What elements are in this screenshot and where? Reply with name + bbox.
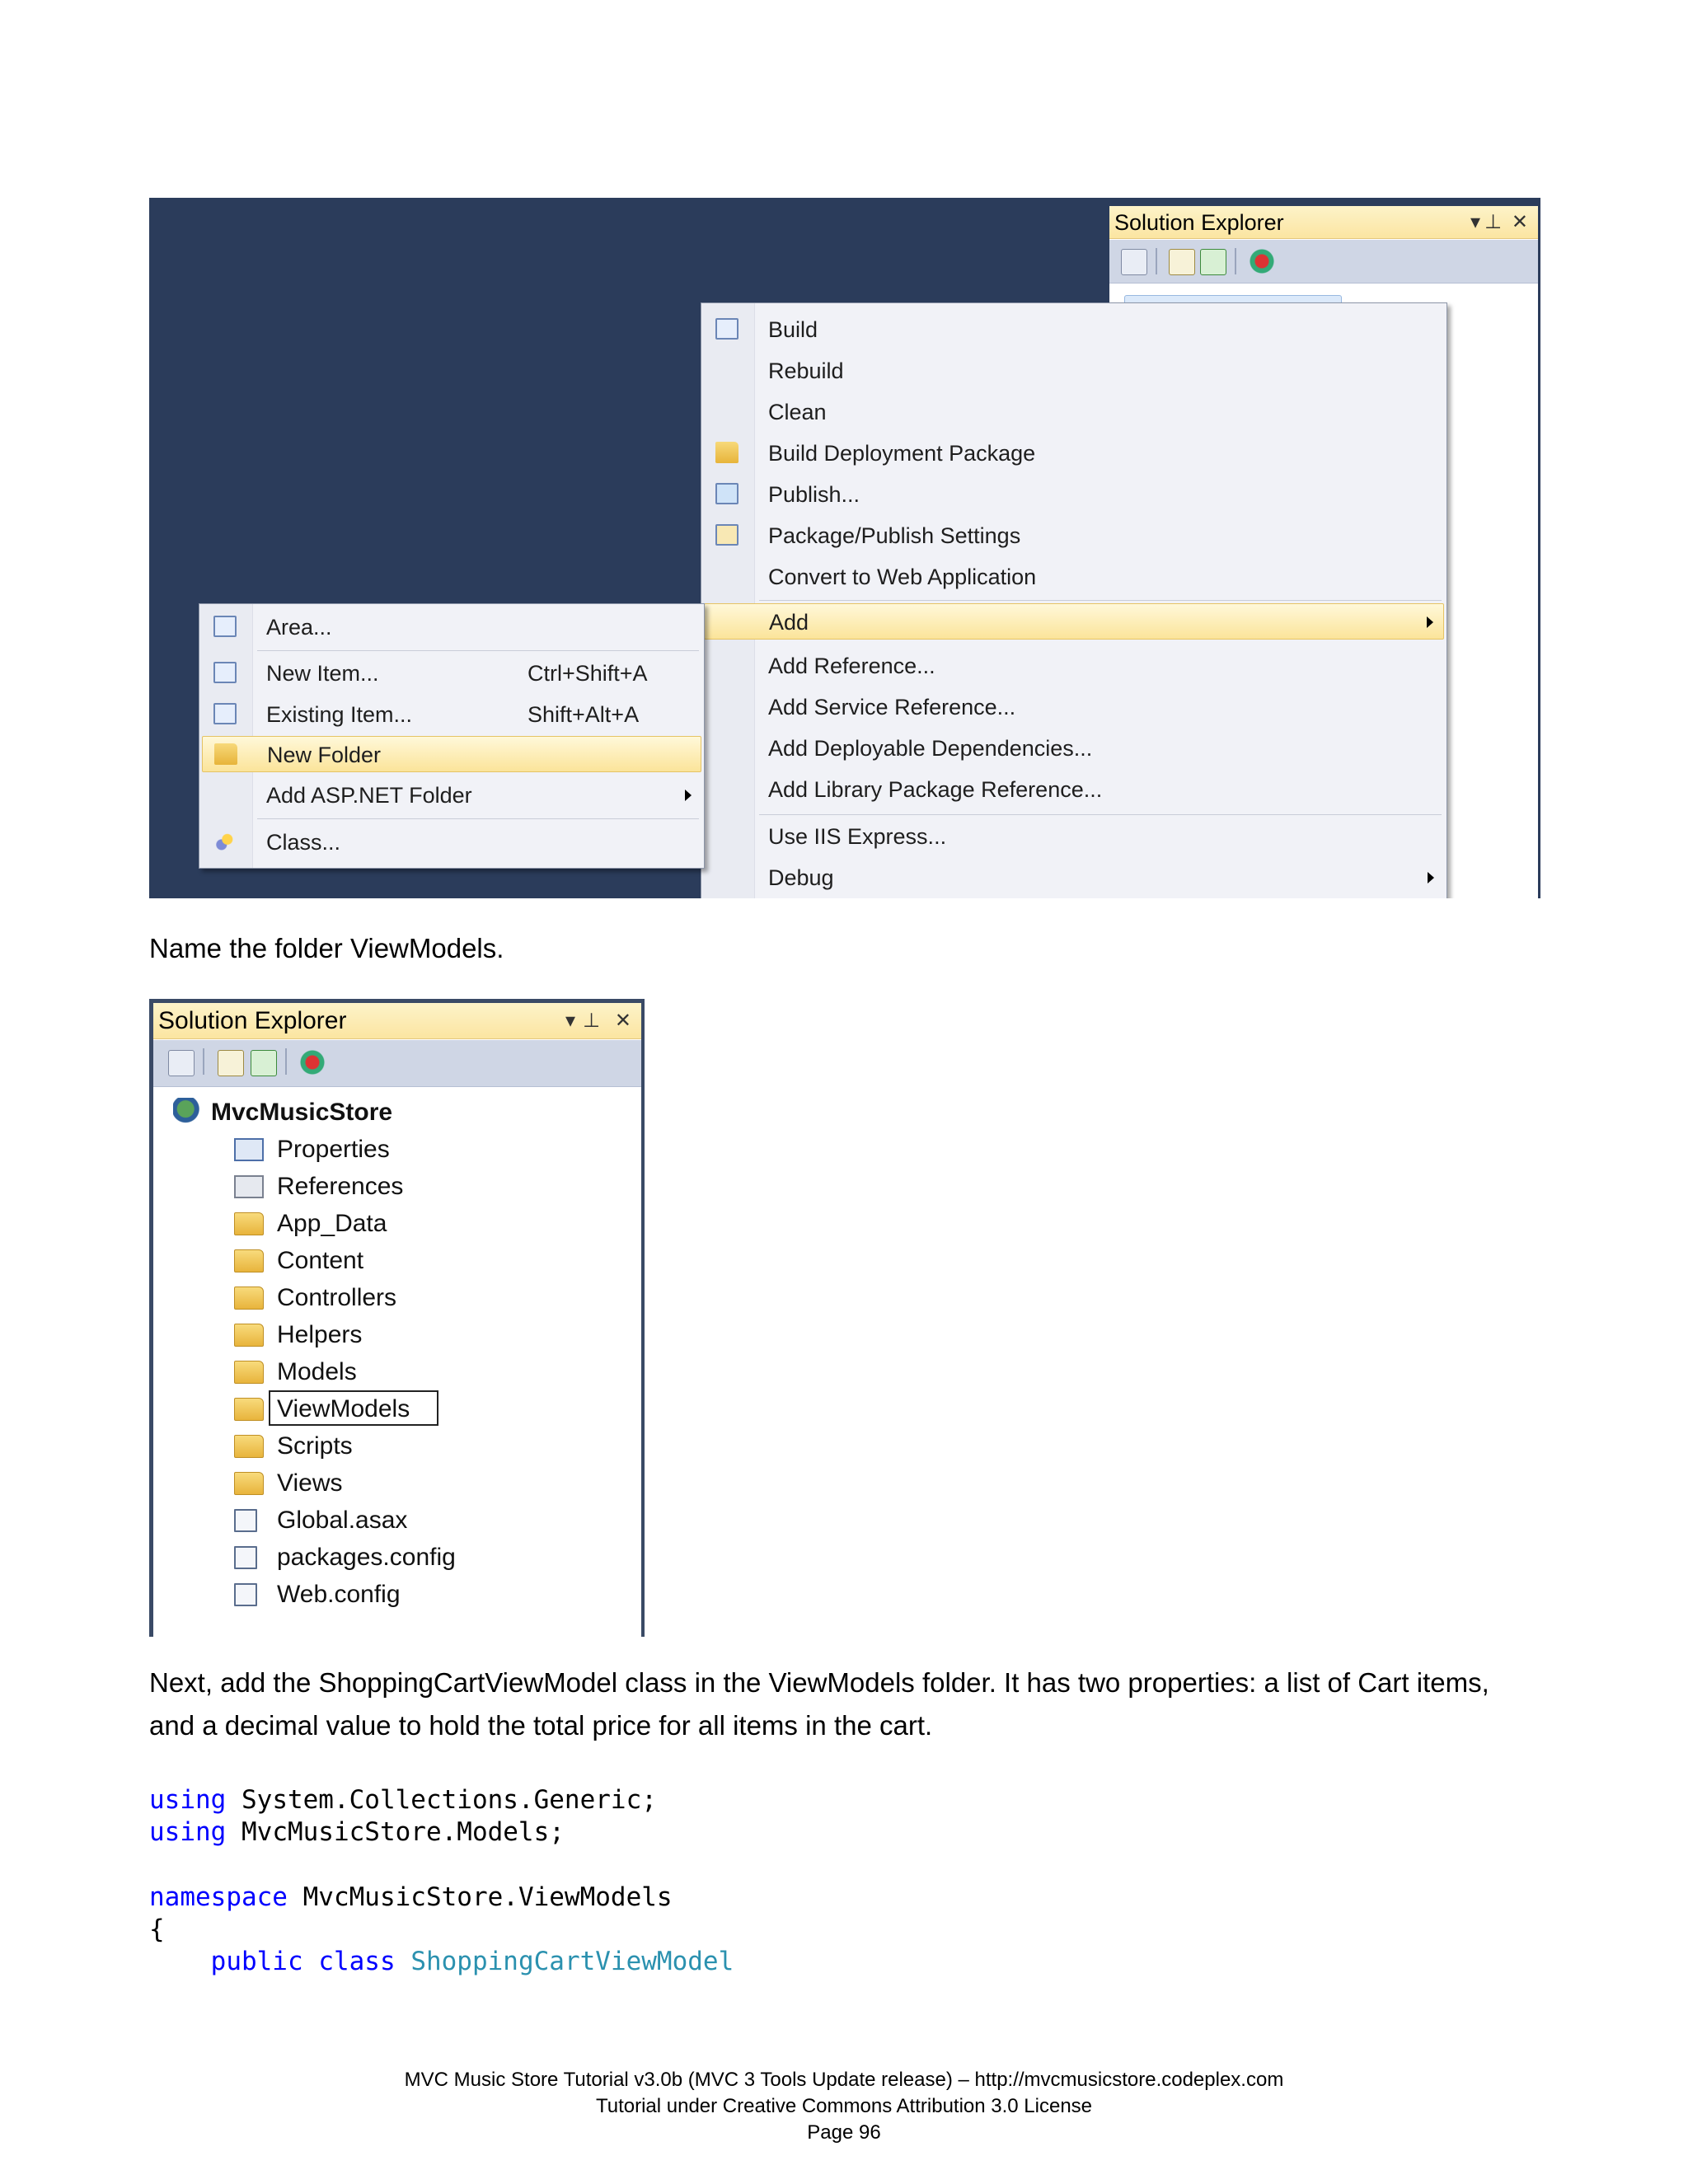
menu-item-rebuild[interactable] bbox=[704, 353, 1444, 389]
existing-item-icon bbox=[213, 703, 237, 724]
code-line-1 bbox=[149, 1783, 657, 1816]
menu-item-add-deployable-dependencies[interactable] bbox=[704, 730, 1444, 766]
context-menu-screenshot bbox=[149, 198, 1540, 898]
menu-item-label: Rebuild bbox=[768, 359, 844, 383]
pin-icon[interactable]: ⊥ bbox=[583, 1010, 600, 1032]
properties-icon[interactable] bbox=[168, 1050, 195, 1076]
properties-icon[interactable] bbox=[1121, 249, 1147, 275]
instruction-line-1: Next, add the ShoppingCartViewModel class in the ViewModels folder. It has two properties: a list of Cart items, bbox=[149, 1667, 1489, 1698]
solution-explorer-title: Solution Explorer bbox=[158, 1007, 347, 1034]
code-line-5: { bbox=[149, 1915, 165, 1944]
close-icon[interactable]: ✕ bbox=[1511, 211, 1528, 233]
menu-item-add-library-package-reference[interactable] bbox=[704, 771, 1444, 808]
tree-item-properties[interactable] bbox=[153, 1131, 640, 1168]
solution-explorer-title-bar bbox=[153, 1003, 641, 1039]
folder-icon bbox=[234, 1286, 264, 1310]
code-line-4 bbox=[149, 1881, 673, 1914]
code-text: MvcMusicStore.ViewModels bbox=[287, 1882, 673, 1912]
tree-item-models[interactable] bbox=[153, 1353, 640, 1390]
settings-icon bbox=[715, 524, 738, 546]
solution-explorer-toolbar bbox=[1109, 240, 1538, 284]
web-project-icon bbox=[173, 1098, 204, 1126]
expand-arrow-icon[interactable] bbox=[186, 1143, 195, 1156]
code-keyword: using bbox=[149, 1785, 227, 1815]
folder-icon bbox=[234, 1472, 264, 1495]
code-indent bbox=[149, 1947, 211, 1976]
submenu-item-new-item[interactable] bbox=[202, 655, 701, 691]
expand-arrow-icon[interactable] bbox=[186, 1217, 195, 1230]
menu-item-label: Class... bbox=[266, 830, 341, 855]
properties-icon bbox=[234, 1138, 264, 1161]
tree-item-global-asax[interactable] bbox=[153, 1502, 640, 1539]
menu-item-package-publish-settings[interactable] bbox=[704, 518, 1444, 554]
folder-icon bbox=[234, 1324, 264, 1347]
menu-item-shortcut: Ctrl+Shift+A bbox=[528, 661, 648, 686]
folder-icon bbox=[234, 1361, 264, 1384]
expand-arrow-icon[interactable] bbox=[186, 1477, 195, 1490]
menu-item-label: Debug bbox=[768, 865, 834, 890]
menu-item-debug[interactable] bbox=[704, 860, 1444, 896]
menu-item-convert-to-web-application[interactable] bbox=[704, 559, 1444, 595]
area-icon bbox=[213, 616, 237, 637]
project-tree bbox=[153, 1094, 640, 1637]
menu-item-label: Clean bbox=[768, 400, 827, 424]
tree-item-label: Properties bbox=[277, 1136, 390, 1163]
toolbar-separator bbox=[203, 1048, 204, 1075]
menu-separator bbox=[759, 600, 1442, 601]
menu-item-label: New Item... bbox=[266, 661, 379, 686]
submenu-arrow-icon bbox=[1428, 872, 1434, 883]
menu-item-use-iis-express[interactable] bbox=[704, 818, 1444, 855]
tree-item-label: Web.config bbox=[277, 1581, 401, 1608]
tree-item-viewmodels[interactable] bbox=[153, 1390, 640, 1427]
menu-item-label: New Folder bbox=[267, 743, 382, 767]
menu-item-label: Add Reference... bbox=[768, 654, 935, 678]
tree-item-label: Helpers bbox=[277, 1321, 363, 1348]
folder-icon bbox=[234, 1435, 264, 1458]
submenu-item-add-aspnet-folder[interactable] bbox=[202, 777, 701, 813]
show-all-files-icon[interactable] bbox=[1169, 249, 1195, 275]
expand-arrow-icon[interactable] bbox=[186, 1180, 195, 1193]
menu-item-label: Add Deployable Dependencies... bbox=[768, 736, 1093, 761]
pin-icon[interactable]: ⊥ bbox=[1484, 211, 1502, 233]
tree-item-label: Views bbox=[277, 1469, 343, 1497]
solution-explorer-screenshot bbox=[149, 999, 645, 1637]
tree-item-label: Global.asax bbox=[277, 1507, 408, 1534]
footer-line-2: Tutorial under Creative Commons Attribution 3.0 License bbox=[595, 2095, 1093, 2117]
code-text: MvcMusicStore.Models; bbox=[226, 1817, 565, 1847]
refresh-icon[interactable] bbox=[1200, 249, 1226, 275]
instruction-name-folder: Name the folder ViewModels. bbox=[149, 933, 504, 963]
package-icon bbox=[715, 442, 738, 463]
dropdown-icon[interactable]: ▾ bbox=[565, 1010, 575, 1032]
folder-icon bbox=[234, 1398, 264, 1421]
menu-item-label: Build Deployment Package bbox=[768, 441, 1036, 466]
menu-item-add-reference[interactable] bbox=[704, 648, 1444, 684]
code-type-name: ShoppingCartViewModel bbox=[410, 1947, 734, 1976]
menu-separator bbox=[257, 818, 699, 819]
submenu-item-existing-item[interactable] bbox=[202, 696, 701, 733]
tree-item-web-config[interactable] bbox=[153, 1576, 640, 1613]
submenu-item-area[interactable] bbox=[202, 609, 701, 645]
menu-item-shortcut: Shift+Alt+A bbox=[528, 702, 640, 727]
tree-item-label: ViewModels bbox=[277, 1395, 410, 1422]
menu-item-label: Add bbox=[769, 610, 809, 635]
menu-item-label: Area... bbox=[266, 615, 332, 640]
file-icon bbox=[234, 1583, 257, 1606]
menu-item-build-deployment-package[interactable] bbox=[704, 435, 1444, 471]
folder-icon bbox=[234, 1249, 264, 1272]
close-icon[interactable]: ✕ bbox=[614, 1010, 631, 1032]
tree-item-helpers[interactable] bbox=[153, 1316, 640, 1353]
references-icon bbox=[234, 1175, 264, 1198]
class-diagram-icon[interactable] bbox=[300, 1050, 325, 1075]
menu-item-label: Convert to Web Application bbox=[768, 565, 1037, 589]
build-icon bbox=[715, 318, 738, 340]
solution-explorer-title-bar bbox=[1109, 206, 1538, 239]
expand-arrow-icon[interactable] bbox=[186, 1291, 195, 1305]
file-icon bbox=[234, 1509, 257, 1532]
menu-item-label: Add ASP.NET Folder bbox=[266, 783, 472, 808]
tree-root-label: MvcMusicStore bbox=[211, 1099, 393, 1126]
tree-root[interactable] bbox=[153, 1094, 640, 1131]
menu-item-publish[interactable] bbox=[704, 476, 1444, 513]
class-icon bbox=[213, 831, 237, 852]
publish-icon bbox=[715, 483, 738, 504]
menu-item-label: Publish... bbox=[768, 482, 860, 507]
solution-explorer-title: Solution Explorer bbox=[1114, 210, 1284, 235]
code-text: System.Collections.Generic; bbox=[226, 1785, 657, 1815]
expand-arrow-icon[interactable] bbox=[186, 1514, 195, 1527]
menu-item-label: Add Library Package Reference... bbox=[768, 777, 1103, 802]
expand-arrow-icon[interactable] bbox=[186, 1329, 195, 1342]
expand-arrow-icon[interactable] bbox=[186, 1366, 195, 1379]
tree-item-label: Models bbox=[277, 1358, 357, 1385]
menu-item-label: Existing Item... bbox=[266, 702, 413, 727]
tree-item-views[interactable] bbox=[153, 1465, 640, 1502]
folder-icon bbox=[234, 1212, 264, 1235]
code-keyword: public bbox=[210, 1947, 303, 1976]
menu-item-build[interactable] bbox=[704, 312, 1444, 348]
show-all-files-icon[interactable] bbox=[218, 1050, 244, 1076]
tree-item-label: Content bbox=[277, 1247, 364, 1274]
tree-item-label: Scripts bbox=[277, 1432, 353, 1460]
submenu-item-class[interactable] bbox=[202, 824, 701, 860]
tree-item-label: Controllers bbox=[277, 1284, 397, 1311]
file-icon bbox=[234, 1546, 257, 1569]
expand-arrow-icon[interactable] bbox=[186, 1254, 195, 1268]
tree-item-label: References bbox=[277, 1173, 404, 1200]
tree-item-references[interactable] bbox=[153, 1168, 640, 1205]
toolbar-separator bbox=[1235, 248, 1236, 274]
instruction-line-2: and a decimal value to hold the total price for all items in the cart. bbox=[149, 1710, 933, 1741]
code-keyword: using bbox=[149, 1817, 227, 1847]
tree-item-packages-config[interactable] bbox=[153, 1539, 640, 1576]
add-submenu bbox=[199, 603, 705, 869]
refresh-icon[interactable] bbox=[251, 1050, 277, 1076]
menu-separator bbox=[257, 650, 699, 651]
expand-arrow-icon[interactable] bbox=[186, 1440, 195, 1453]
new-item-icon bbox=[213, 662, 237, 683]
menu-item-add-service-reference[interactable] bbox=[704, 689, 1444, 725]
solution-explorer-toolbar bbox=[153, 1040, 641, 1087]
folder-icon bbox=[214, 743, 237, 765]
menu-item-label: Use IIS Express... bbox=[768, 824, 947, 849]
footer-page-number: Page 96 bbox=[807, 2121, 881, 2144]
toolbar-separator bbox=[1156, 248, 1157, 274]
submenu-arrow-icon bbox=[685, 790, 692, 801]
submenu-arrow-icon bbox=[1427, 616, 1433, 628]
code-keyword: class bbox=[318, 1947, 396, 1976]
menu-gutter bbox=[701, 303, 755, 898]
code-line-6 bbox=[149, 1945, 734, 1978]
code-keyword: namespace bbox=[149, 1882, 288, 1912]
tree-item-scripts[interactable] bbox=[153, 1427, 640, 1465]
tree-item-label: packages.config bbox=[277, 1544, 456, 1571]
tree-item-label: App_Data bbox=[277, 1210, 387, 1237]
project-context-menu bbox=[701, 302, 1447, 898]
menu-item-add[interactable] bbox=[704, 603, 1444, 640]
tree-item-controllers[interactable] bbox=[153, 1279, 640, 1316]
submenu-item-new-folder[interactable] bbox=[202, 736, 701, 772]
code-line-2 bbox=[149, 1816, 565, 1849]
dropdown-icon[interactable]: ▾ bbox=[1470, 211, 1480, 233]
menu-item-label: Build bbox=[768, 317, 818, 342]
tree-item-app-data[interactable] bbox=[153, 1205, 640, 1242]
tree-item-content[interactable] bbox=[153, 1242, 640, 1279]
menu-item-label: Package/Publish Settings bbox=[768, 523, 1021, 548]
menu-separator bbox=[759, 814, 1442, 815]
footer-line-1: MVC Music Store Tutorial v3.0b (MVC 3 Tools Update release) – http://mvcmusicstore.codeplex.com bbox=[404, 2069, 1284, 2091]
menu-item-clean[interactable] bbox=[704, 394, 1444, 430]
menu-item-label: Add Service Reference... bbox=[768, 695, 1016, 719]
expand-arrow-icon[interactable] bbox=[186, 1588, 195, 1601]
class-diagram-icon[interactable] bbox=[1250, 249, 1274, 274]
toolbar-separator bbox=[285, 1048, 287, 1075]
